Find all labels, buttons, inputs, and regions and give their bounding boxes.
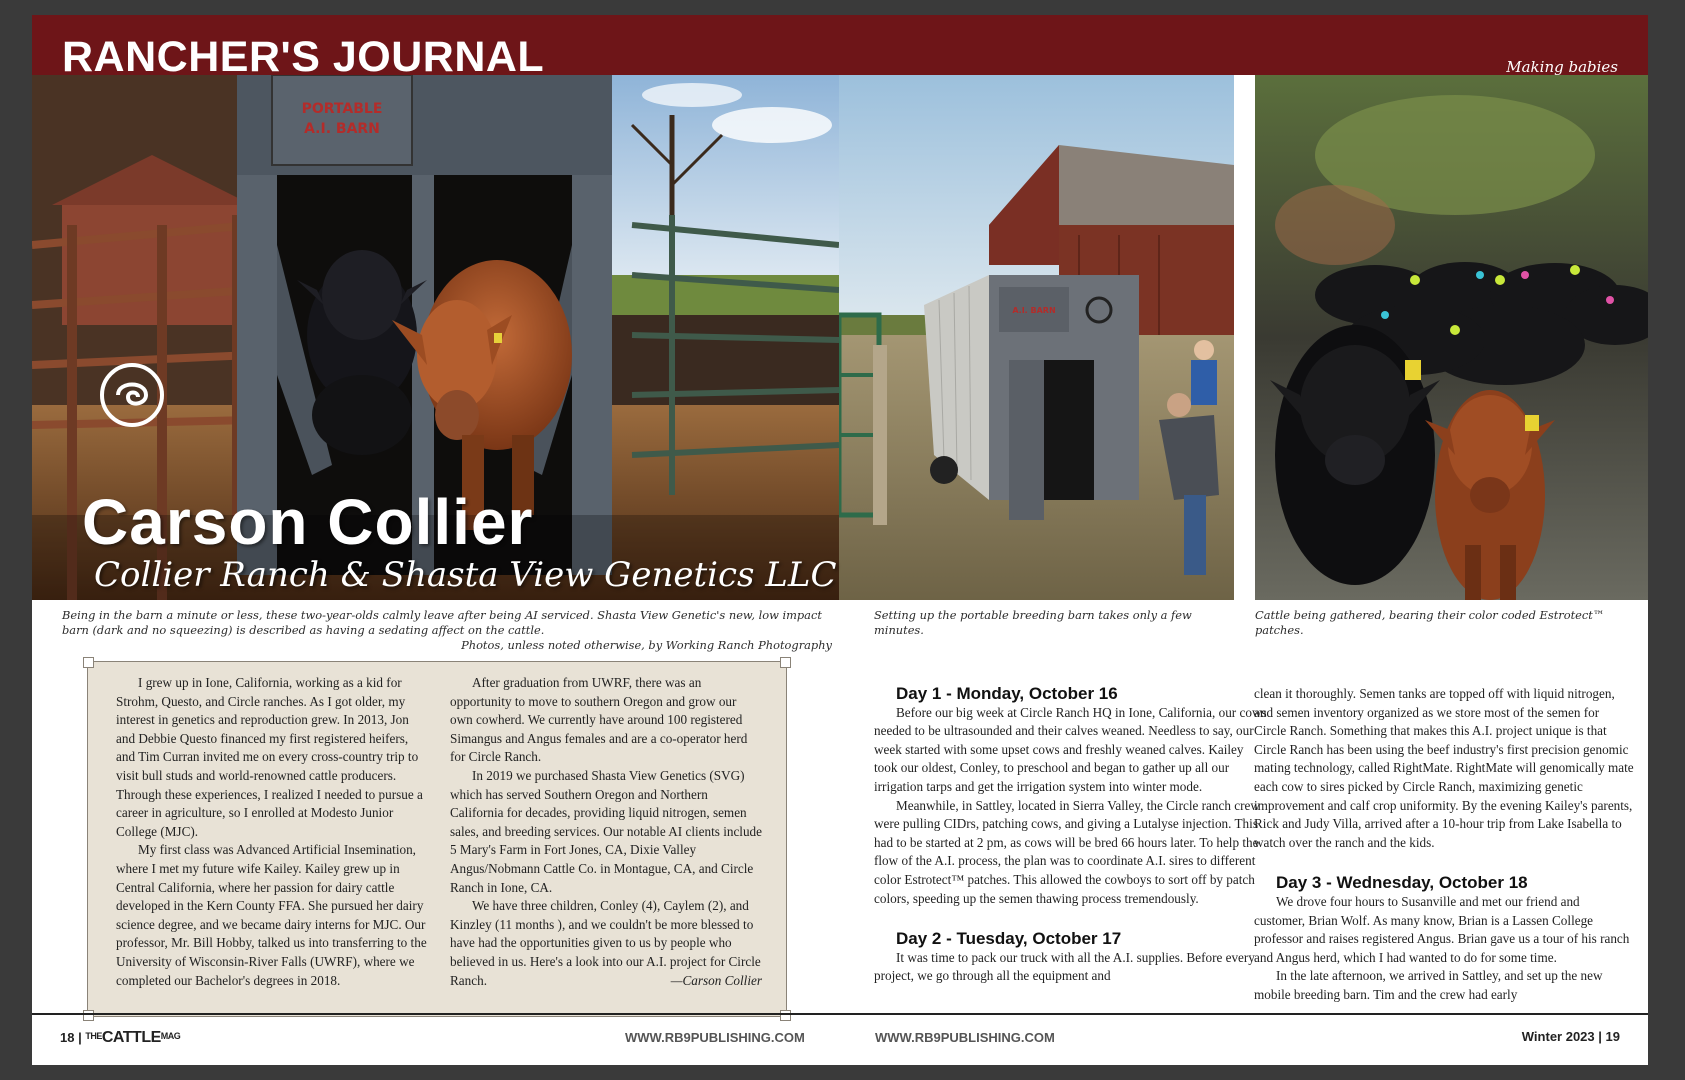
intro-closing-text: We have three children, Conley (4), Caylem (2), and Kinzley (11 months ), and we couldn't be more blessed to have had the opportunities given to us by people who believed in us. Here's a look into our A.I. project for Circle Ranch. xyxy=(450,898,761,988)
author-signature: —Carson Collier xyxy=(670,972,762,988)
barn-sign-line1: PORTABLE xyxy=(301,101,383,117)
magazine-spread xyxy=(32,15,1648,1065)
corner-ornament xyxy=(83,657,94,668)
author-name: Carson Collier xyxy=(82,486,534,558)
day1-heading: Day 1 - Monday, October 16 xyxy=(896,684,1118,703)
svg-text:A.I. BARN: A.I. BARN xyxy=(1012,306,1056,315)
barn-sign-line2: A.I. BARN xyxy=(304,121,380,137)
corner-ornament xyxy=(780,1010,791,1021)
journal-column-2 xyxy=(1254,685,1634,1005)
journal-column-1 xyxy=(874,685,1269,986)
intro-paragraph: My first class was Advanced Artificial Insemination, where I met my future wife Kailey. Kailey grew up in Central California, where her passion for dairy cattle developed in the Kern County FFA. She pursued her dairy science degree, and we became dairy interns for MJC. Our professor, Mr. Bill Hobby, talked us into transferring to the University of Wisconsin-River Falls (UWRF), where we completed our Bachelor's degrees in 2018. xyxy=(116,842,427,988)
folio-separator: | xyxy=(78,1030,82,1045)
logo-mag: MAG xyxy=(160,1031,181,1041)
logo-cattle: CATTLE xyxy=(101,1029,161,1046)
day3-paragraph: In the late afternoon, we arrived in Sattley, and set up the new mobile breeding barn. Tim and the crew had early xyxy=(1254,968,1603,1002)
day3-paragraph: We drove four hours to Susanville and met our friend and customer, Brian Wolf. As many know, Brian is a Lassen College professor and raises registered Angus. Brian gave us a tour of his ranch and Angus herd, which I had wanted to do for some time. xyxy=(1254,893,1630,965)
intro-sidebar xyxy=(87,661,787,1017)
day3-heading: Day 3 - Wednesday, October 18 xyxy=(1276,873,1528,893)
section-kicker: Making babies xyxy=(1506,58,1618,76)
intro-column-1 xyxy=(116,674,428,990)
cattle-herd-illustration xyxy=(1255,75,1648,600)
caption-right-photo: Cattle being gathered, bearing their color coded Estrotect™ patches. xyxy=(1255,608,1605,637)
day1-paragraph: Before our big week at Circle Ranch HQ in Ione, California, our cows needed to be ultrasounded and their calves weaned. Needless to say, our week started with some upset cows and freshly weaned calves. Kailey took our oldest, Conley, to preschool and began to gather up all our irrigation tarps and get the irrigation system into winter mode. xyxy=(874,704,1267,794)
photo-credit: Photos, unless noted otherwise, by Working Ranch Photography xyxy=(461,638,832,652)
caption-main-photo xyxy=(62,608,832,653)
intro-column-2 xyxy=(450,674,762,990)
caption-main-text: Being in the barn a minute or less, these two-year-olds calmly leave after being AI serviced. Shasta View Genetic's new, low impact barn (dark and no squeezing) is described as having a sedating affect on the cattle. xyxy=(62,608,822,637)
photo-cattle-gathered xyxy=(1255,75,1648,600)
day1-paragraph: Meanwhile, in Sattley, located in Sierra Valley, the Circle ranch crew were pulling CIDrs, patching cows, and giving a Lutalyse injection. This had to be started at 2 pm, as cows will be bred 66 hours later. To help the flow of the A.I. process, the plan was to coordinate A.I. sires to different color Estrotect™ patches. This allowed the cowboys to sort off by patch colors, speeding up the semen thawing process tremendously. xyxy=(874,797,1260,906)
cattle-mag-logo xyxy=(85,1029,180,1046)
caption-middle-photo: Setting up the portable breeding barn takes only a few minutes. xyxy=(874,608,1192,637)
day2-paragraph: It was time to pack our truck with all the A.I. supplies. Before every project, we go through all the equipment and xyxy=(874,949,1255,984)
intro-paragraph: In 2019 we purchased Shasta View Genetics (SVG) which has served Southern Oregon and Northern California for decades, providing liquid nitrogen, semen sales, and breeding services. Our notable AI clients include 5 Mary's Farm in Fort Jones, CA, Dixie Valley Angus/Nobmann Cattle Co. in Montague, CA, and Circle Ranch in Ione, CA. xyxy=(450,767,763,895)
intro-paragraph: I grew up in Ione, California, working as a kid for Strohm, Questo, and Circle ranches. As I got older, my interest in genetics and reproduction grew. In 2013, Jon and Debbie Questo financed my first registered heifers, and Tim Curran invited me on every cross-country trip to visit bull studs and world-renowned cattle producers. Through these experiences, I realized I needed to pursue a career in agriculture, so I enrolled at Modesto Junior College (MJC). xyxy=(116,675,423,839)
corner-ornament xyxy=(83,1010,94,1021)
author-business: Collier Ranch & Shasta View Genetics LLC xyxy=(94,555,837,595)
folio-separator: | xyxy=(1598,1029,1602,1044)
right-folio xyxy=(1522,1029,1620,1044)
photo-portable-barn-setup xyxy=(839,75,1234,600)
website-link-right[interactable]: WWW.RB9PUBLISHING.COM xyxy=(875,1030,1055,1045)
intro-closing-paragraph xyxy=(450,897,762,990)
day2-continued-paragraph: clean it thoroughly. Semen tanks are topped off with liquid nitrogen, and semen inventory organized as we store most of the semen for Circle Ranch. Something that makes this A.I. project unique is that Circle Ranch has been using the beef industry's first precision genomic mating technology, called RightMate. RightMate will genomically mate each cow to sires picked by Circle Ranch, maximizing genetic improvement and calf crop uniformity. By the evening Kailey's parents, Rick and Judy Villa, arrived after a 10-hour trip from Lake Isabella to watch over the ranch and the kids. xyxy=(1254,686,1634,850)
issue-date: Winter 2023 xyxy=(1521,1029,1595,1044)
day2-heading: Day 2 - Tuesday, October 17 xyxy=(896,929,1122,949)
right-page-number: 19 xyxy=(1605,1029,1620,1044)
left-page-number: 18 xyxy=(60,1030,75,1045)
logo-the: THE xyxy=(85,1031,102,1041)
intro-paragraph: After graduation from UWRF, there was an opportunity to move to southern Oregon and grow our own cowherd. We currently have around 100 registered Simangus and Angus females and are a co-operator herd for Circle Ranch. xyxy=(450,675,748,765)
corner-ornament xyxy=(780,657,791,668)
section-title: RANCHER'S JOURNAL xyxy=(62,33,545,81)
website-link-left[interactable]: WWW.RB9PUBLISHING.COM xyxy=(625,1030,805,1045)
footer-rule xyxy=(32,1013,1648,1015)
left-folio xyxy=(60,1029,180,1047)
collier-ranch-logo-icon xyxy=(92,355,172,435)
portable-barn-illustration xyxy=(839,75,1234,600)
